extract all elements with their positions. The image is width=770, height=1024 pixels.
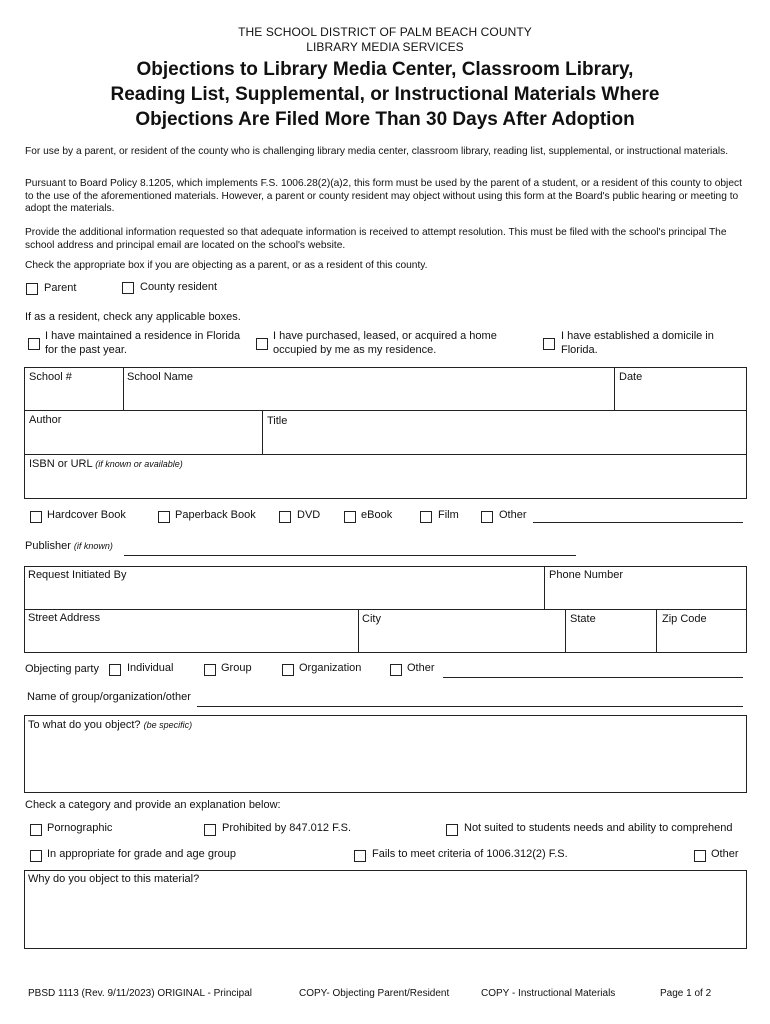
format-other-input[interactable]	[533, 522, 743, 523]
ebook-label: eBook	[361, 509, 393, 521]
group-name-label: Name of group/organization/other	[27, 691, 191, 703]
resident-prompt: If as a resident, check any applicable boxes.	[25, 311, 241, 323]
party-other-checkbox[interactable]	[390, 664, 402, 676]
format-other-label: Other	[499, 509, 527, 521]
group-checkbox[interactable]	[204, 664, 216, 676]
pornographic-label: Pornographic	[47, 822, 113, 834]
domicile-checkbox[interactable]	[543, 338, 555, 350]
material-info-table	[24, 367, 747, 499]
isbn-note: (if known or available)	[95, 459, 183, 469]
date-field[interactable]	[619, 371, 642, 383]
objection-note: (be specific)	[143, 720, 193, 730]
request-initiated-field[interactable]	[28, 569, 126, 581]
isbn-field[interactable]	[29, 458, 183, 470]
form-title-line3: Objections Are Filed More Than 30 Days After Adoption	[135, 109, 635, 130]
street-label: Street Address	[28, 612, 101, 624]
district-name: THE SCHOOL DISTRICT OF PALM BEACH COUNTY	[238, 25, 532, 39]
city-field[interactable]	[362, 613, 381, 625]
intro-paragraph-3: Provide the additional information requested so that adequate information is received to attempt resolution. This must be filed with the school's principal The school address and principal email are located on the school's website.	[25, 227, 727, 251]
group-label: Group	[221, 662, 252, 674]
zip-field[interactable]	[662, 613, 707, 625]
individual-checkbox[interactable]	[109, 664, 121, 676]
county-resident-label: County resident	[140, 281, 218, 293]
why-label: Why do you object to this material?	[28, 873, 200, 885]
school-number-label: School #	[29, 371, 72, 383]
ebook-checkbox[interactable]	[344, 511, 356, 523]
parent-label: Parent	[44, 282, 77, 294]
category-other-checkbox[interactable]	[694, 850, 706, 862]
city-label: City	[362, 613, 381, 625]
party-other-input[interactable]	[443, 677, 743, 678]
inappropriate-label: In appropriate for grade and age group	[47, 848, 236, 860]
home-acquired-checkbox[interactable]	[256, 338, 268, 350]
intro-paragraph-2: Pursuant to Board Policy 8.1205, which implements F.S. 1006.28(2)(a)2, this form must be used by the parent of a student, or a resident of this county to object to the use of the aforementioned materials. However, a parent or county resident may object without using this form at the Board's public hearing or meeting to adopt the materials.	[25, 178, 742, 214]
footer-form-id: PBSD 1113 (Rev. 9/11/2023) ORIGINAL - Principal	[28, 988, 252, 999]
isbn-label: ISBN or URL	[29, 458, 93, 470]
intro-paragraph-1: For use by a parent, or resident of the county who is challenging library media center, classroom library, reading list, supplemental, or instructional materials.	[25, 146, 729, 157]
publisher-note: (if known)	[73, 541, 113, 551]
organization-checkbox[interactable]	[282, 664, 294, 676]
paperback-checkbox[interactable]	[158, 511, 170, 523]
parent-checkbox[interactable]	[26, 283, 38, 295]
author-field[interactable]	[29, 414, 61, 426]
dvd-label: DVD	[297, 509, 321, 521]
hardcover-checkbox[interactable]	[30, 511, 42, 523]
prohibited-label: Prohibited by 847.012 F.S.	[222, 822, 352, 834]
school-name-label: School Name	[127, 371, 194, 383]
pornographic-checkbox[interactable]	[30, 824, 42, 836]
category-prompt: Check a category and provide an explanation below:	[25, 799, 281, 811]
title-field[interactable]	[267, 415, 287, 427]
home-acquired-label-2: occupied by me as my residence.	[273, 344, 437, 356]
phone-field[interactable]	[549, 569, 623, 581]
author-label: Author	[29, 414, 62, 426]
publisher-label-wrap	[25, 540, 113, 552]
category-other-label: Other	[711, 848, 739, 860]
fails-criteria-checkbox[interactable]	[354, 850, 366, 862]
title-label: Title	[267, 415, 288, 427]
department-name: LIBRARY MEDIA SERVICES	[306, 40, 464, 54]
party-other-label: Other	[407, 662, 435, 674]
residence-florida-label-1: I have maintained a residence in Florida	[45, 330, 241, 342]
hardcover-label: Hardcover Book	[47, 509, 126, 521]
organization-label: Organization	[299, 662, 362, 674]
publisher-label: Publisher	[25, 540, 71, 552]
zip-label: Zip Code	[662, 613, 707, 625]
objection-label-wrap	[28, 719, 192, 731]
inappropriate-checkbox[interactable]	[30, 850, 42, 862]
school-number-field[interactable]	[29, 371, 72, 383]
date-label: Date	[619, 371, 643, 383]
phone-label: Phone Number	[549, 569, 623, 581]
objecting-party-label: Objecting party	[25, 663, 99, 675]
footer-page-number: Page 1 of 2	[660, 988, 712, 999]
not-suited-checkbox[interactable]	[446, 824, 458, 836]
domicile-label-1: I have established a domicile in	[561, 330, 714, 342]
school-name-field[interactable]	[127, 371, 193, 383]
individual-label: Individual	[127, 662, 174, 674]
film-checkbox[interactable]	[420, 511, 432, 523]
state-label: State	[570, 613, 596, 625]
residence-florida-checkbox[interactable]	[28, 338, 40, 350]
objection-label: To what do you object?	[28, 719, 141, 731]
intro-paragraph-4: Check the appropriate box if you are objecting as a parent, or as a resident of this county.	[25, 260, 428, 271]
dvd-checkbox[interactable]	[279, 511, 291, 523]
request-initiated-label: Request Initiated By	[28, 569, 127, 581]
group-name-input[interactable]	[197, 706, 743, 707]
street-field[interactable]	[28, 612, 100, 624]
form-title-line1: Objections to Library Media Center, Classroom Library,	[136, 59, 634, 80]
film-label: Film	[438, 509, 459, 521]
footer-copy-instructional: COPY - Instructional Materials	[481, 988, 616, 999]
home-acquired-label-1: I have purchased, leased, or acquired a home	[273, 330, 497, 342]
not-suited-label: Not suited to students needs and ability to comprehend	[464, 822, 733, 834]
form-title-line2: Reading List, Supplemental, or Instructional Materials Where	[110, 84, 660, 105]
format-other-checkbox[interactable]	[481, 511, 493, 523]
prohibited-checkbox[interactable]	[204, 824, 216, 836]
fails-criteria-label: Fails to meet criteria of 1006.312(2) F.S.	[372, 848, 568, 860]
residence-florida-label-2: for the past year.	[45, 344, 127, 356]
county-resident-checkbox[interactable]	[122, 282, 134, 294]
domicile-label-2: Florida.	[561, 344, 598, 356]
paperback-label: Paperback Book	[175, 509, 256, 521]
publisher-input[interactable]	[124, 555, 576, 556]
footer-copy-parent: COPY- Objecting Parent/Resident	[299, 988, 450, 999]
state-field[interactable]	[570, 613, 596, 625]
